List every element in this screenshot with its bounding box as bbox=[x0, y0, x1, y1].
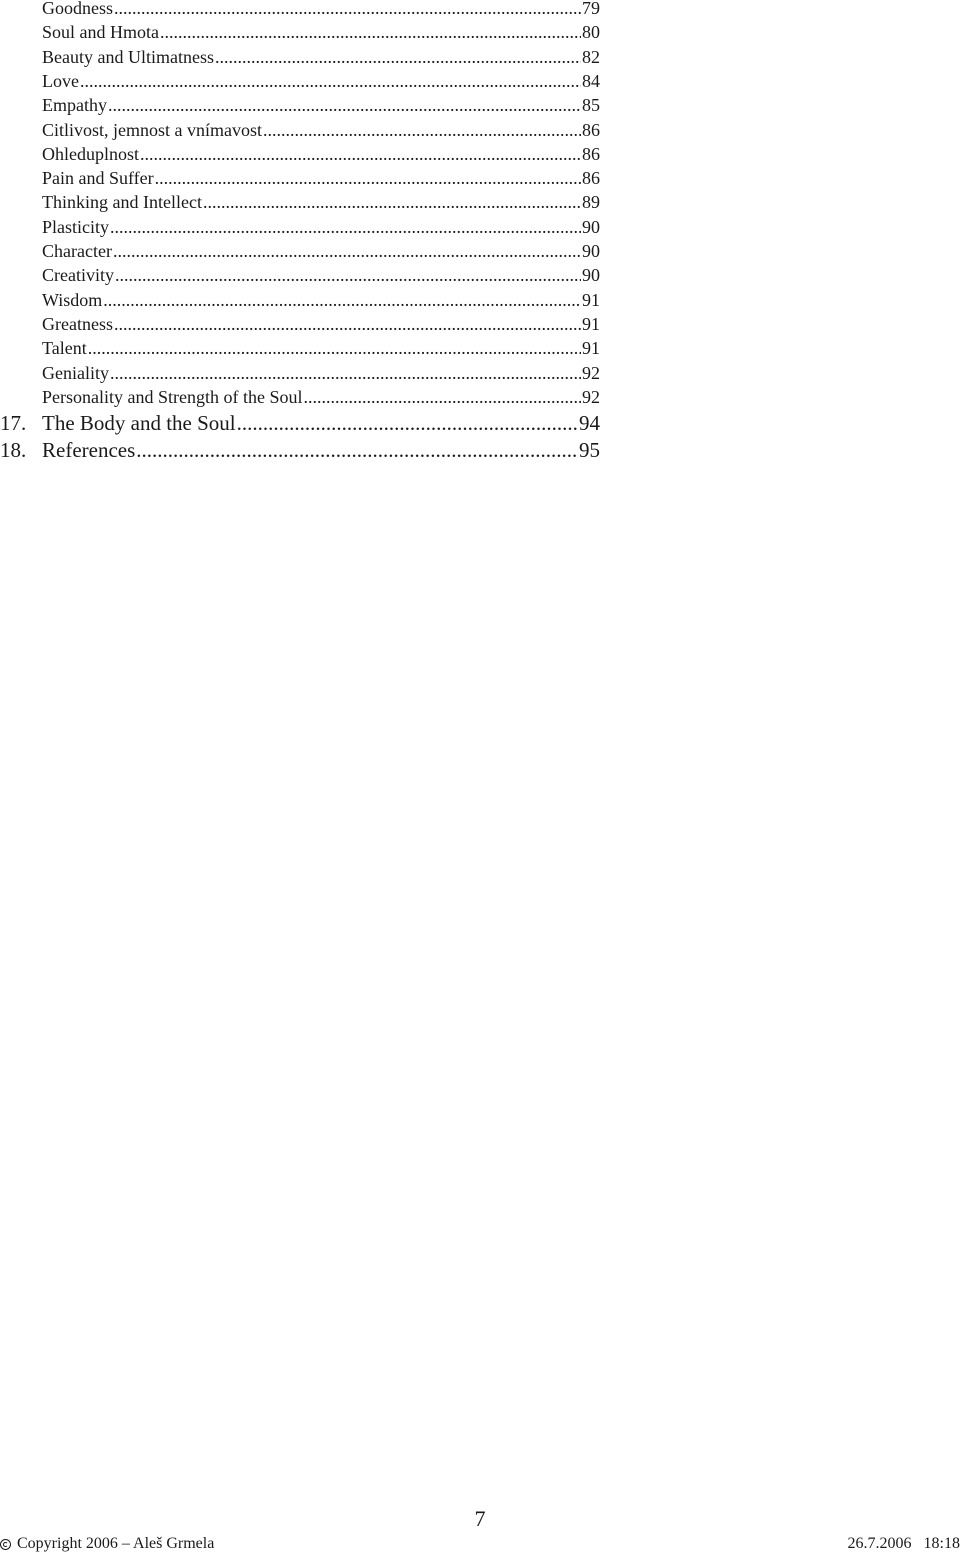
toc-chapter[interactable] bbox=[0, 410, 600, 437]
toc-entry[interactable] bbox=[0, 336, 600, 360]
toc-entry-page: 85 bbox=[582, 95, 600, 115]
toc-entry-title: Thinking and Intellect bbox=[42, 192, 202, 212]
toc-chapter-title: The Body and the Soul bbox=[42, 411, 236, 435]
toc-entry[interactable] bbox=[0, 0, 600, 20]
toc-entry[interactable] bbox=[0, 93, 600, 117]
toc-entry-page: 86 bbox=[582, 120, 600, 140]
toc-entry-title: Greatness bbox=[42, 314, 113, 334]
toc-entry-page: 91 bbox=[582, 290, 600, 310]
toc-dot-leader bbox=[80, 69, 581, 93]
toc-entry-page: 92 bbox=[582, 363, 600, 383]
copyright-icon bbox=[0, 1539, 11, 1550]
footer-copyright bbox=[0, 1534, 214, 1554]
toc-dot-leader bbox=[155, 166, 581, 190]
toc-chapter-title: References bbox=[42, 438, 136, 462]
toc-entry-page: 79 bbox=[582, 0, 600, 18]
toc-entry-page: 86 bbox=[582, 144, 600, 164]
toc-entry-page: 86 bbox=[582, 168, 600, 188]
toc-entry-title: Citlivost, jemnost a vnímavost bbox=[42, 120, 262, 140]
toc-dot-leader bbox=[136, 437, 578, 464]
toc-entry-title: Personality and Strength of the Soul bbox=[42, 387, 303, 407]
toc-dot-leader bbox=[114, 312, 581, 336]
toc-dot-leader bbox=[140, 142, 581, 166]
toc-entry-title: Goodness bbox=[42, 0, 113, 18]
toc-dot-leader bbox=[114, 0, 581, 20]
toc-entry[interactable] bbox=[0, 20, 600, 44]
toc-entry-title: Empathy bbox=[42, 95, 107, 115]
toc-entry-title: Soul and Hmota bbox=[42, 22, 159, 42]
toc-dot-leader bbox=[263, 118, 581, 142]
toc-chapter[interactable] bbox=[0, 437, 600, 464]
toc-entry-page: 90 bbox=[582, 265, 600, 285]
toc-entry-page: 91 bbox=[582, 314, 600, 334]
toc-entry[interactable] bbox=[0, 190, 600, 214]
toc-entry-page: 90 bbox=[582, 241, 600, 261]
toc-dot-leader bbox=[113, 239, 581, 263]
toc-entry-page: 92 bbox=[582, 387, 600, 407]
toc-entry[interactable] bbox=[0, 166, 600, 190]
toc-entry[interactable] bbox=[0, 215, 600, 239]
toc-dot-leader bbox=[237, 410, 578, 437]
toc-dot-leader bbox=[110, 215, 581, 239]
toc-entry-page: 89 bbox=[582, 192, 600, 212]
toc-chapter-number: 17. bbox=[0, 411, 27, 435]
toc-dot-leader bbox=[215, 45, 581, 69]
toc-entry-page: 91 bbox=[582, 338, 600, 358]
toc-entry-title: Wisdom bbox=[42, 290, 103, 310]
toc-dot-leader bbox=[115, 263, 581, 287]
toc-entry-page: 90 bbox=[582, 217, 600, 237]
toc-chapter-page: 94 bbox=[579, 411, 600, 435]
toc-entry[interactable] bbox=[0, 239, 600, 263]
page-footer bbox=[0, 1534, 960, 1554]
toc-dot-leader bbox=[108, 93, 581, 117]
toc-dot-leader bbox=[103, 288, 581, 312]
toc-dot-leader bbox=[160, 20, 581, 44]
toc-dot-leader bbox=[110, 361, 581, 385]
toc-entry[interactable] bbox=[0, 69, 600, 93]
toc-entry-title: Talent bbox=[42, 338, 87, 358]
toc-entry[interactable] bbox=[0, 263, 600, 287]
toc-entry[interactable] bbox=[0, 361, 600, 385]
toc-dot-leader bbox=[88, 336, 581, 360]
toc-entry[interactable] bbox=[0, 385, 600, 409]
toc-entry-title: Plasticity bbox=[42, 217, 109, 237]
toc-entry-page: 80 bbox=[582, 22, 600, 42]
toc-entry-page: 82 bbox=[582, 47, 600, 67]
toc-entry[interactable] bbox=[0, 45, 600, 69]
toc-dot-leader bbox=[203, 190, 581, 214]
toc-entry-title: Creativity bbox=[42, 265, 114, 285]
toc-entry-title: Geniality bbox=[42, 363, 109, 383]
toc-entry-title: Love bbox=[42, 71, 79, 91]
toc-chapter-page: 95 bbox=[579, 438, 600, 462]
toc-entry-title: Pain and Suffer bbox=[42, 168, 154, 188]
toc-entry-page: 84 bbox=[582, 71, 600, 91]
page-number: 7 bbox=[474, 1506, 486, 1531]
toc-chapter-number: 18. bbox=[0, 438, 27, 462]
toc-entry[interactable] bbox=[0, 142, 600, 166]
footer-datetime: 26.7.2006 18:18 bbox=[847, 1535, 960, 1552]
copyright-text: Copyright 2006 – Aleš Grmela bbox=[17, 1535, 215, 1552]
toc-entry[interactable] bbox=[0, 312, 600, 336]
toc-entry[interactable] bbox=[0, 118, 600, 142]
toc-entry-title: Beauty and Ultimatness bbox=[42, 47, 214, 67]
toc-entry[interactable] bbox=[0, 288, 600, 312]
toc-dot-leader bbox=[303, 385, 581, 409]
toc-entry-title: Character bbox=[42, 241, 112, 261]
toc-entry-title: Ohleduplnost bbox=[42, 144, 139, 164]
